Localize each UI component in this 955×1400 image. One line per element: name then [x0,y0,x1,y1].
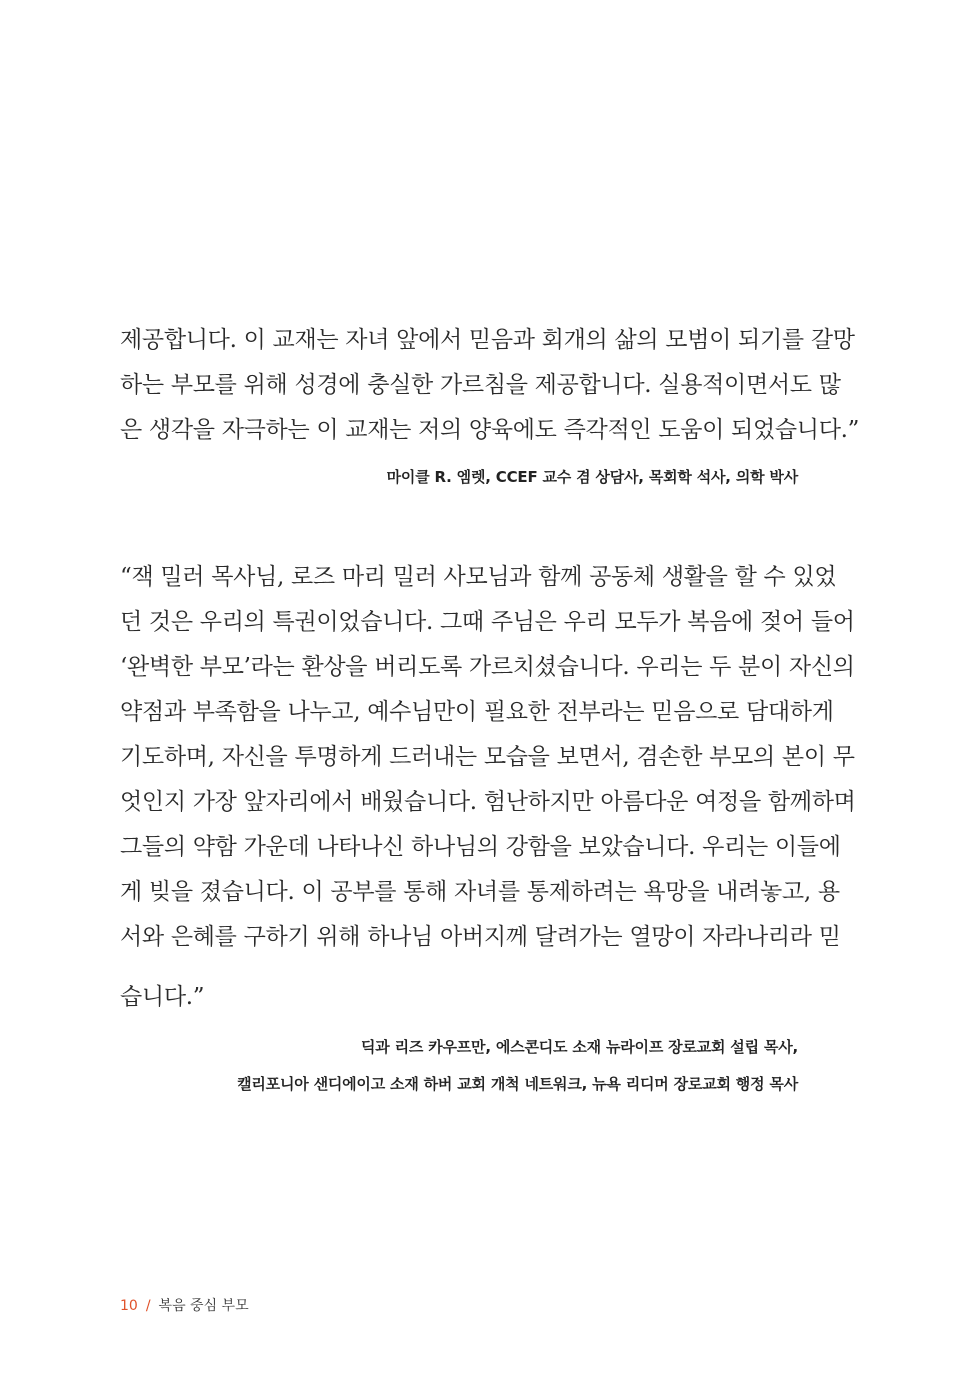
quote-2-attribution: 캘리포니아 샌디에이고 소재 하버 교회 개척 네트워크, 뉴욕 리디머 장로교회 행정 목사 [237,1075,798,1093]
footer-separator: / [145,1298,151,1314]
page-number: 10 [120,1298,138,1314]
quote-2-line: ‘완벽한 부모’라는 환상을 버리도록 가르치셨습니다. 우리는 두 분이 자신의 [120,654,855,680]
quote-2-attribution: 딕과 리즈 카우프만, 에스콘디도 소재 뉴라이프 장로교회 설립 목사, [360,1038,798,1056]
quote-1-line: 은 생각을 자극하는 이 교재는 저의 양육에도 즉각적인 도움이 되었습니다.” [120,417,860,443]
quote-1-line: 하는 부모를 위해 성경에 충실한 가르침을 제공합니다. 실용적이면서도 많 [120,372,841,398]
quote-2-line: 약점과 부족함을 나누고, 예수님만이 필요한 전부라는 믿음으로 담대하게 [120,699,834,725]
quote-2-line: 엇인지 가장 앞자리에서 배웠습니다. 험난하지만 아름다운 여정을 함께하며 [120,789,856,815]
page-footer [120,1297,249,1315]
quote-2-line: 습니다.” [120,984,205,1010]
quote-2-line: 던 것은 우리의 특권이었습니다. 그때 주님은 우리 모두가 복음에 젖어 들어 [120,609,855,635]
quote-2-line: 게 빚을 졌습니다. 이 공부를 통해 자녀를 통제하려는 욕망을 내려놓고, 용 [120,879,840,905]
quote-2-line: 서와 은혜를 구하기 위해 하나님 아버지께 달려가는 열망이 자라나리라 믿 [120,924,841,950]
book-title: 복음 중심 부모 [158,1298,249,1314]
quote-2-line: 기도하며, 자신을 투명하게 드러내는 모습을 보면서, 겸손한 부모의 본이 무 [120,744,855,770]
quote-1-attribution: 마이클 R. 엠렛, CCEF 교수 겸 상담사, 목회학 석사, 의학 박사 [386,468,798,486]
quote-1-line: 제공합니다. 이 교재는 자녀 앞에서 믿음과 회개의 삶의 모범이 되기를 갈망 [120,327,855,353]
quote-2-line: “잭 밀러 목사님, 로즈 마리 밀러 사모님과 함께 공동체 생활을 할 수 있었 [120,564,837,590]
quote-2-line: 그들의 약함 가운데 나타나신 하나님의 강함을 보았습니다. 우리는 이들에 [120,834,841,860]
